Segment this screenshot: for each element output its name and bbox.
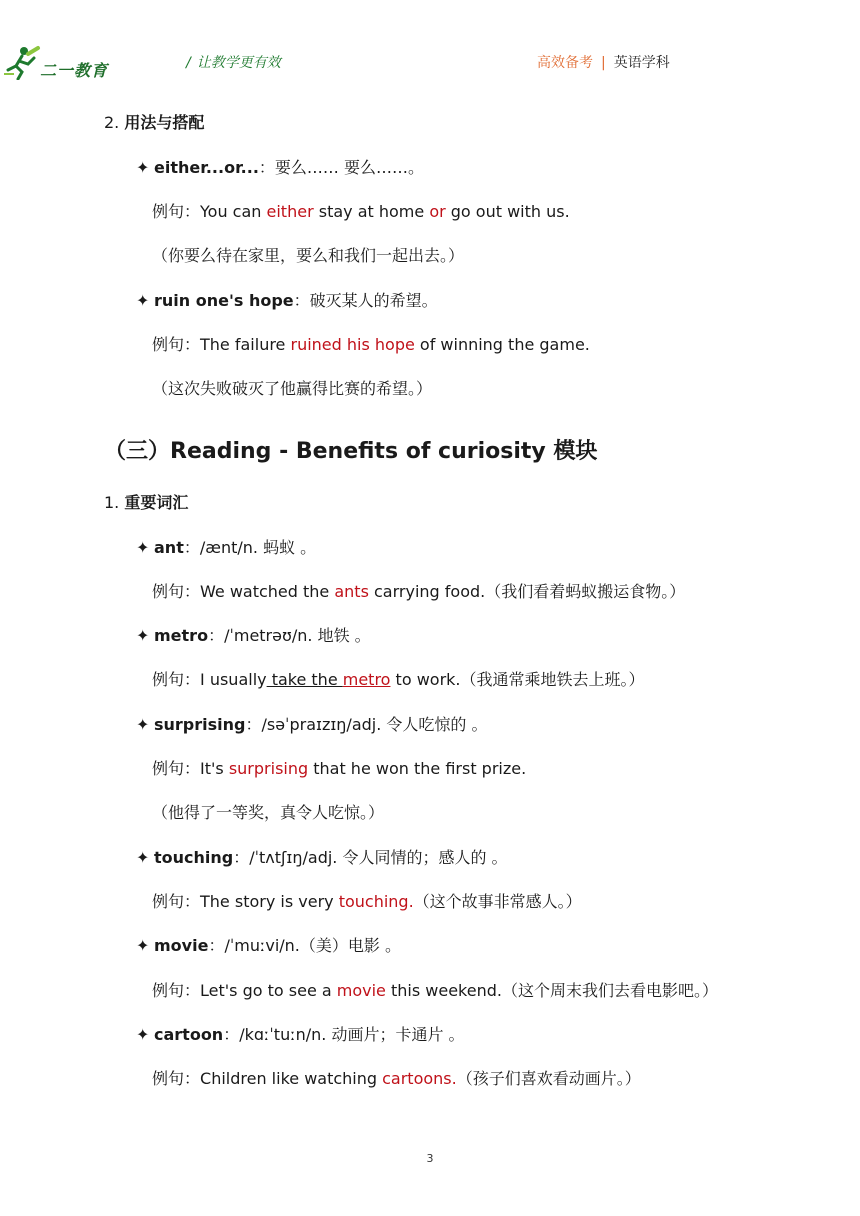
diamond-star-icon: ✦ [136, 715, 150, 734]
example-highlight: cartoons. [382, 1069, 457, 1088]
usage-heading [104, 110, 204, 133]
vocab-definition: ：/ænt/n. 蚂蚁 。 [183, 538, 317, 557]
example-highlight: surprising [228, 759, 309, 778]
diamond-star-icon: ✦ [136, 538, 150, 557]
example-text: go out with us. [445, 202, 570, 221]
slogan-text: 让教学更有效 [196, 55, 281, 71]
logo [2, 44, 114, 80]
diamond-star-icon: ✦ [136, 626, 150, 645]
diamond-star-icon: ✦ [136, 1025, 150, 1044]
example-label: 例句： [152, 892, 201, 911]
vocab-term-line [136, 712, 487, 735]
vocab-heading [104, 490, 188, 513]
example-text: carrying food.（我们看着蚂蚁搬运食物。） [368, 582, 686, 601]
vocab-term: ant [154, 538, 184, 557]
usage-definition: ：要么…… 要么……。 [258, 158, 424, 177]
example-label: 例句： [152, 202, 201, 221]
vocab-definition: ：/ˈtʌtʃɪŋ/adj. 令人同情的；感人的 。 [233, 848, 508, 867]
vocab-definition: ：/səˈpraɪzɪŋ/adj. 令人吃惊的 。 [245, 715, 488, 734]
usage-term: ruin one's hope [154, 291, 294, 310]
example-text: Let's go to see a [200, 981, 337, 1000]
example-text: It's [200, 759, 229, 778]
example-text: I usually [200, 670, 267, 689]
subject-tag [537, 52, 670, 72]
tag-subject: 英语学科 [613, 55, 670, 71]
vocab-definition: ：/ˈmuːvi/n.（美）电影 。 [208, 936, 401, 955]
usage-heading-number: 2. [104, 113, 120, 132]
slogan [186, 52, 281, 72]
usage-heading-text: 用法与搭配 [124, 113, 205, 132]
example-highlight: movie [336, 981, 386, 1000]
example-text: You can [200, 202, 267, 221]
vocab-term-line [136, 933, 401, 956]
diamond-star-icon: ✦ [136, 848, 150, 867]
vocab-term-line [136, 535, 316, 558]
example-label: 例句： [152, 335, 201, 354]
example-highlight: ruined his hope [290, 335, 415, 354]
diamond-star-icon: ✦ [136, 936, 150, 955]
vocab-example [152, 756, 526, 779]
example-text: this weekend.（这个周末我们去看电影吧。） [385, 981, 718, 1000]
usage-item-term-line [136, 155, 424, 178]
example-label: 例句： [152, 981, 201, 1000]
usage-example [152, 199, 570, 222]
example-label: 例句： [152, 670, 201, 689]
example-text: We watched the [200, 582, 335, 601]
example-label: 例句： [152, 1069, 201, 1088]
example-text: The failure [200, 335, 291, 354]
vocab-term-line [136, 845, 508, 868]
usage-translation: （你要么待在家里，要么和我们一起出去。） [152, 246, 465, 265]
vocab-example [152, 889, 582, 912]
example-text: to work.（我通常乘地铁去上班。） [390, 670, 645, 689]
section-title: （三）Reading - Benefits of curiosity 模块 [104, 439, 598, 464]
example-text: The story is very [200, 892, 339, 911]
vocab-translation: （他得了一等奖，真令人吃惊。） [152, 803, 385, 822]
vocab-term: cartoon [154, 1025, 224, 1044]
example-text: （孩子们喜欢看动画片。） [456, 1069, 641, 1088]
vocab-definition: ：/kɑːˈtuːn/n. 动画片；卡通片 。 [223, 1025, 465, 1044]
example-text: of winning the game. [414, 335, 590, 354]
vocab-example [152, 1066, 641, 1089]
page-number: 3 [426, 1152, 434, 1165]
logo-text: 二一教育 [40, 61, 109, 80]
example-text: that he won the first prize. [308, 759, 527, 778]
running-figure-icon [2, 44, 42, 80]
vocab-example [152, 978, 718, 1001]
example-highlight: metro [342, 670, 391, 689]
vocab-term-line [136, 1022, 465, 1045]
tag-separator: | [601, 55, 606, 71]
example-highlight: either [266, 202, 314, 221]
vocab-heading-text: 重要词汇 [124, 493, 189, 512]
example-label: 例句： [152, 759, 201, 778]
usage-translation: （这次失败破灭了他赢得比赛的希望。） [152, 379, 433, 398]
vocab-term: touching [154, 848, 234, 867]
example-text: （这个故事非常感人。） [413, 892, 582, 911]
vocab-example [152, 667, 645, 690]
usage-term: either...or... [154, 158, 259, 177]
example-text: Children like watching [200, 1069, 383, 1088]
tag-exam-prep: 高效备考 [537, 55, 593, 71]
vocab-term-line [136, 623, 371, 646]
slogan-slash: / [186, 55, 191, 71]
vocab-term: metro [154, 626, 209, 645]
vocab-example [152, 579, 685, 602]
example-highlight: or [429, 202, 446, 221]
vocab-term: surprising [154, 715, 246, 734]
vocab-definition: ：/ˈmetrəʊ/n. 地铁 。 [208, 626, 371, 645]
example-label: 例句： [152, 582, 201, 601]
diamond-star-icon: ✦ [136, 158, 150, 177]
example-text: stay at home [313, 202, 430, 221]
page-header [0, 40, 860, 84]
usage-item-term-line [136, 288, 438, 311]
example-underlined: take the [266, 670, 343, 689]
vocab-heading-number: 1. [104, 493, 120, 512]
diamond-star-icon: ✦ [136, 291, 150, 310]
usage-example [152, 332, 590, 355]
example-highlight: touching. [338, 892, 414, 911]
vocab-term: movie [154, 936, 209, 955]
example-highlight: ants [334, 582, 369, 601]
usage-definition: ：破灭某人的希望。 [293, 291, 438, 310]
